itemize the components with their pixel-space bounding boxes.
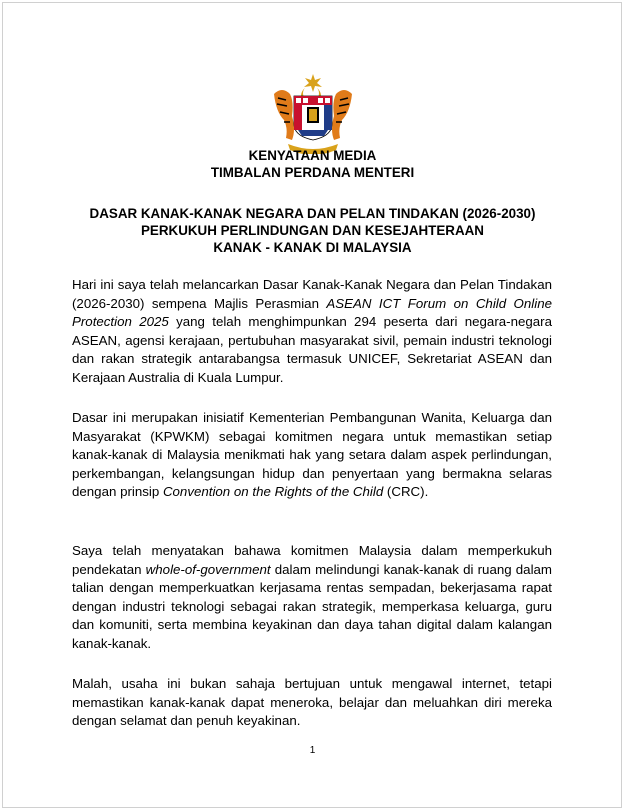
- document-title: [40, 205, 585, 256]
- coat-of-arms-icon: [270, 72, 356, 154]
- paragraph-2: [72, 409, 552, 502]
- paragraph-1-italic-event: ASEAN ICT Forum on Child Online Protection 2025: [72, 295, 552, 330]
- title-line-3: KANAK - KANAK DI MALAYSIA: [213, 240, 412, 255]
- statement-issuer: TIMBALAN PERDANA MENTERI: [210, 165, 415, 180]
- media-statement-header: [40, 147, 585, 181]
- paragraph-1-text-a: Hari ini saya telah melancarkan Dasar Kanak-Kanak Negara dan Pelan Tindakan (2026-2030) sempena Majlis Perasmian: [72, 277, 552, 311]
- paragraph-4-text: Malah, usaha ini bukan sahaja bertujuan untuk mengawal internet, tetapi memastikan kanak-kanak dapat meneroka, belajar dan meluahkan diri mereka dengan selamat dan penuh keyakinan.: [72, 676, 552, 729]
- paragraph-2-text-a: Dasar ini merupakan inisiatif Kementerian Pembangunan Wanita, Keluarga dan Masyarakat (KPWKM) sebagai komitmen negara untuk memastikan setiap kanak-kanak di Malaysia menikmati hak yang setara dalam aspek perlindungan, perkembangan, kelangsungan hidup dan penyertaan yang bermakna selaras dengan prinsip: [72, 410, 552, 500]
- paragraph-1-text-b: yang telah menghimpunkan 294 peserta dari negara-negara ASEAN, agensi kerajaan, pertubuhan masyarakat sivil, pemain industri teknologi dan rakan strategik antarabangsa termasuk UNICEF, Sekretariat ASEAN dan Kerajaan Australia di Kuala Lumpur.: [72, 314, 552, 385]
- paragraph-3: [72, 542, 552, 654]
- title-line-1: DASAR KANAK-KANAK NEGARA DAN PELAN TINDAKAN (2026-2030): [89, 206, 536, 221]
- paragraph-3-text-b: dalam melindungi kanak-kanak di ruang dalam talian dengan memperkuatkan kerjasama rentas sempadan, bekerjasama rapat dengan industri teknologi sebagai rakan strategik, memperkasa keluarga, guru dan komuniti, serta membina keyakinan dan daya tahan digital dalam kalangan kanak-kanak.: [72, 561, 552, 651]
- paragraph-2-italic-convention: Convention on the Rights of the Child: [162, 484, 384, 500]
- paragraph-2-text-b: (CRC).: [383, 484, 429, 500]
- paragraph-1: [72, 276, 552, 388]
- page-number: 1: [309, 745, 316, 756]
- title-line-2: PERKUKUH PERLINDUNGAN DAN KESEJAHTERAAN: [141, 223, 484, 238]
- paragraph-3-italic-term: whole-of-government: [145, 561, 271, 577]
- paragraph-3-text-a: Saya telah menyatakan bahawa komitmen Malaysia dalam memperkukuh pendekatan: [72, 543, 552, 577]
- statement-type: KENYATAAN MEDIA: [248, 148, 377, 163]
- paragraph-4: [72, 675, 552, 731]
